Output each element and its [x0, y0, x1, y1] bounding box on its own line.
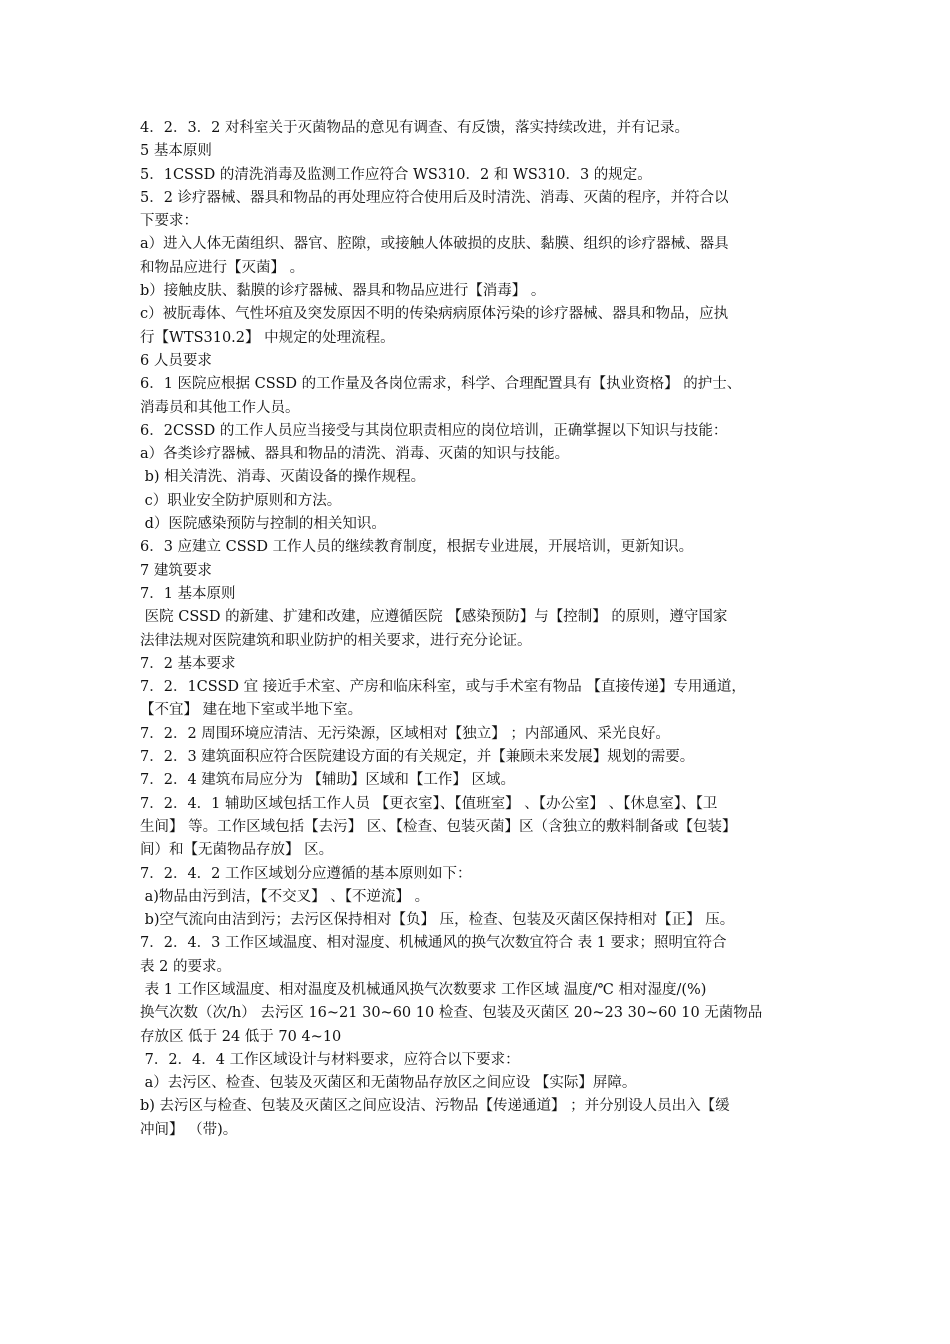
- text-line: 6．1 医院应根据 CSSD 的工作量及各岗位需求，科学、合理配置具有【执业资格】 的护士、: [140, 376, 742, 393]
- text-line: 7．2．2 周围环境应清洁、无污染源，区域相对【独立】 ；内部通风、采光良好。: [140, 725, 670, 742]
- text-line: 4．2．3．2 对科室关于灭菌物品的意见有调查、有反馈，落实持续改进，并有记录。: [140, 120, 690, 136]
- text-line: 6．2CSSD 的工作人员应当接受与其岗位职责相应的岗位培训，正确掌握以下知识与技能：: [140, 422, 728, 439]
- subsection-heading: 7．2 基本要求: [140, 655, 236, 672]
- text-line: 6．3 应建立 CSSD 工作人员的继续教育制度，根据专业进展，开展培训，更新知识。: [140, 539, 694, 556]
- text-line: 消毒员和其他工作人员。: [140, 399, 300, 416]
- text-line: 生间】 等。工作区域包括【去污】 区、【检查、包装灭菌】区（含独立的敷料制备或【包装】: [140, 818, 737, 835]
- text-line: 7．2．4．1 辅助区域包括工作人员 【更衣室】、【值班室】 、【办公室】 、【休息室】、【卫: [140, 795, 718, 812]
- text-line: 5．1CSSD 的清洗消毒及监测工作应符合 WS310．2 和 WS310．3 的规定。: [140, 166, 652, 183]
- text-line: a)物品由污到洁，【不交叉】 、【不逆流】 。: [140, 888, 430, 905]
- subsection-heading: 7．1 基本原则: [140, 585, 236, 602]
- text-line: 7．2．4 建筑布局应分为 【辅助】区域和【工作】 区域。: [140, 772, 516, 789]
- text-line: c）被朊毒体、气性坏疽及突发原因不明的传染病病原体污染的诊疗器械、器具和物品，应执: [140, 306, 729, 323]
- text-line: 法律法规对医院建筑和职业防护的相关要求，进行充分论证。: [140, 632, 532, 649]
- table-caption-line: 表 1 工作区域温度、相对温度及机械通风换气次数要求 工作区域 温度/℃ 相对湿度/(%): [140, 981, 707, 998]
- text-line: 下要求：: [140, 213, 198, 230]
- text-line: 7．2．4．2 工作区域划分应遵循的基本原则如下：: [140, 865, 472, 882]
- text-line: 7．2．4．4 工作区域设计与材料要求，应符合以下要求：: [140, 1051, 520, 1068]
- text-line: 5．2 诊疗器械、器具和物品的再处理应符合使用后及时清洗、消毒、灭菌的程序，并符合以: [140, 189, 729, 206]
- text-line: d）医院感染预防与控制的相关知识。: [140, 516, 386, 533]
- text-line: 7．2．1CSSD 宜 接近手术室、产房和临床科室，或与手术室有物品 【直接传递】专用通道，: [140, 679, 746, 696]
- text-line: 【不宜】 建在地下室或半地下室。: [140, 702, 363, 719]
- text-line: 表 2 的要求。: [140, 958, 231, 975]
- section-heading: 6 人员要求: [140, 352, 212, 369]
- text-line: b) 相关清洗、消毒、灭菌设备的操作规程。: [140, 469, 426, 486]
- text-line: a）进入人体无菌组织、器官、腔隙，或接触人体破损的皮肤、黏膜、组织的诊疗器械、器具: [140, 236, 729, 253]
- text-line: a）去污区、检查、包装及灭菌区和无菌物品存放区之间应设 【实际】屏障。: [140, 1075, 637, 1092]
- text-line: b)空气流向由洁到污；去污区保持相对【负】 压，检查、包装及灭菌区保持相对【正】 压。: [140, 912, 735, 929]
- text-line: c）职业安全防护原则和方法。: [140, 492, 342, 509]
- text-line: 7．2．4．3 工作区域温度、相对湿度、机械通风的换气次数宜符合 表 1 要求；照明宜符合: [140, 935, 727, 952]
- table-caption-line: 存放区 低于 24 低于 70 4~10: [140, 1028, 342, 1045]
- text-line: 间）和【无菌物品存放】 区。: [140, 842, 334, 859]
- text-line: b）接触皮肤、黏膜的诊疗器械、器具和物品应进行【消毒】 。: [140, 283, 546, 300]
- text-line: 7．2．3 建筑面积应符合医院建设方面的有关规定，并【兼顾未来发展】规划的需要。: [140, 749, 695, 766]
- text-line: a）各类诊疗器械、器具和物品的清洗、消毒、灭菌的知识与技能。: [140, 446, 570, 463]
- text-line: 行【WTS310.2】 中规定的处理流程。: [140, 329, 395, 346]
- text-line: b) 去污区与检查、包装及灭菌区之间应设洁、污物品【传递通道】 ；并分别设人员出入【缓: [140, 1098, 730, 1115]
- text-line: 和物品应进行【灭菌】 。: [140, 259, 305, 276]
- document-body: [140, 117, 816, 1142]
- section-heading: 7 建筑要求: [140, 562, 212, 579]
- table-caption-line: 换气次数（次/h） 去污区 16~21 30~60 10 检查、包装及灭菌区 20~23 30~60 10 无菌物品: [140, 1005, 763, 1022]
- section-heading: 5 基本原则: [140, 143, 212, 160]
- text-line: 冲间】 （带)。: [140, 1121, 238, 1138]
- text-line: 医院 CSSD 的新建、扩建和改建，应遵循医院 【感染预防】与【控制】 的原则，遵守国家: [140, 609, 728, 626]
